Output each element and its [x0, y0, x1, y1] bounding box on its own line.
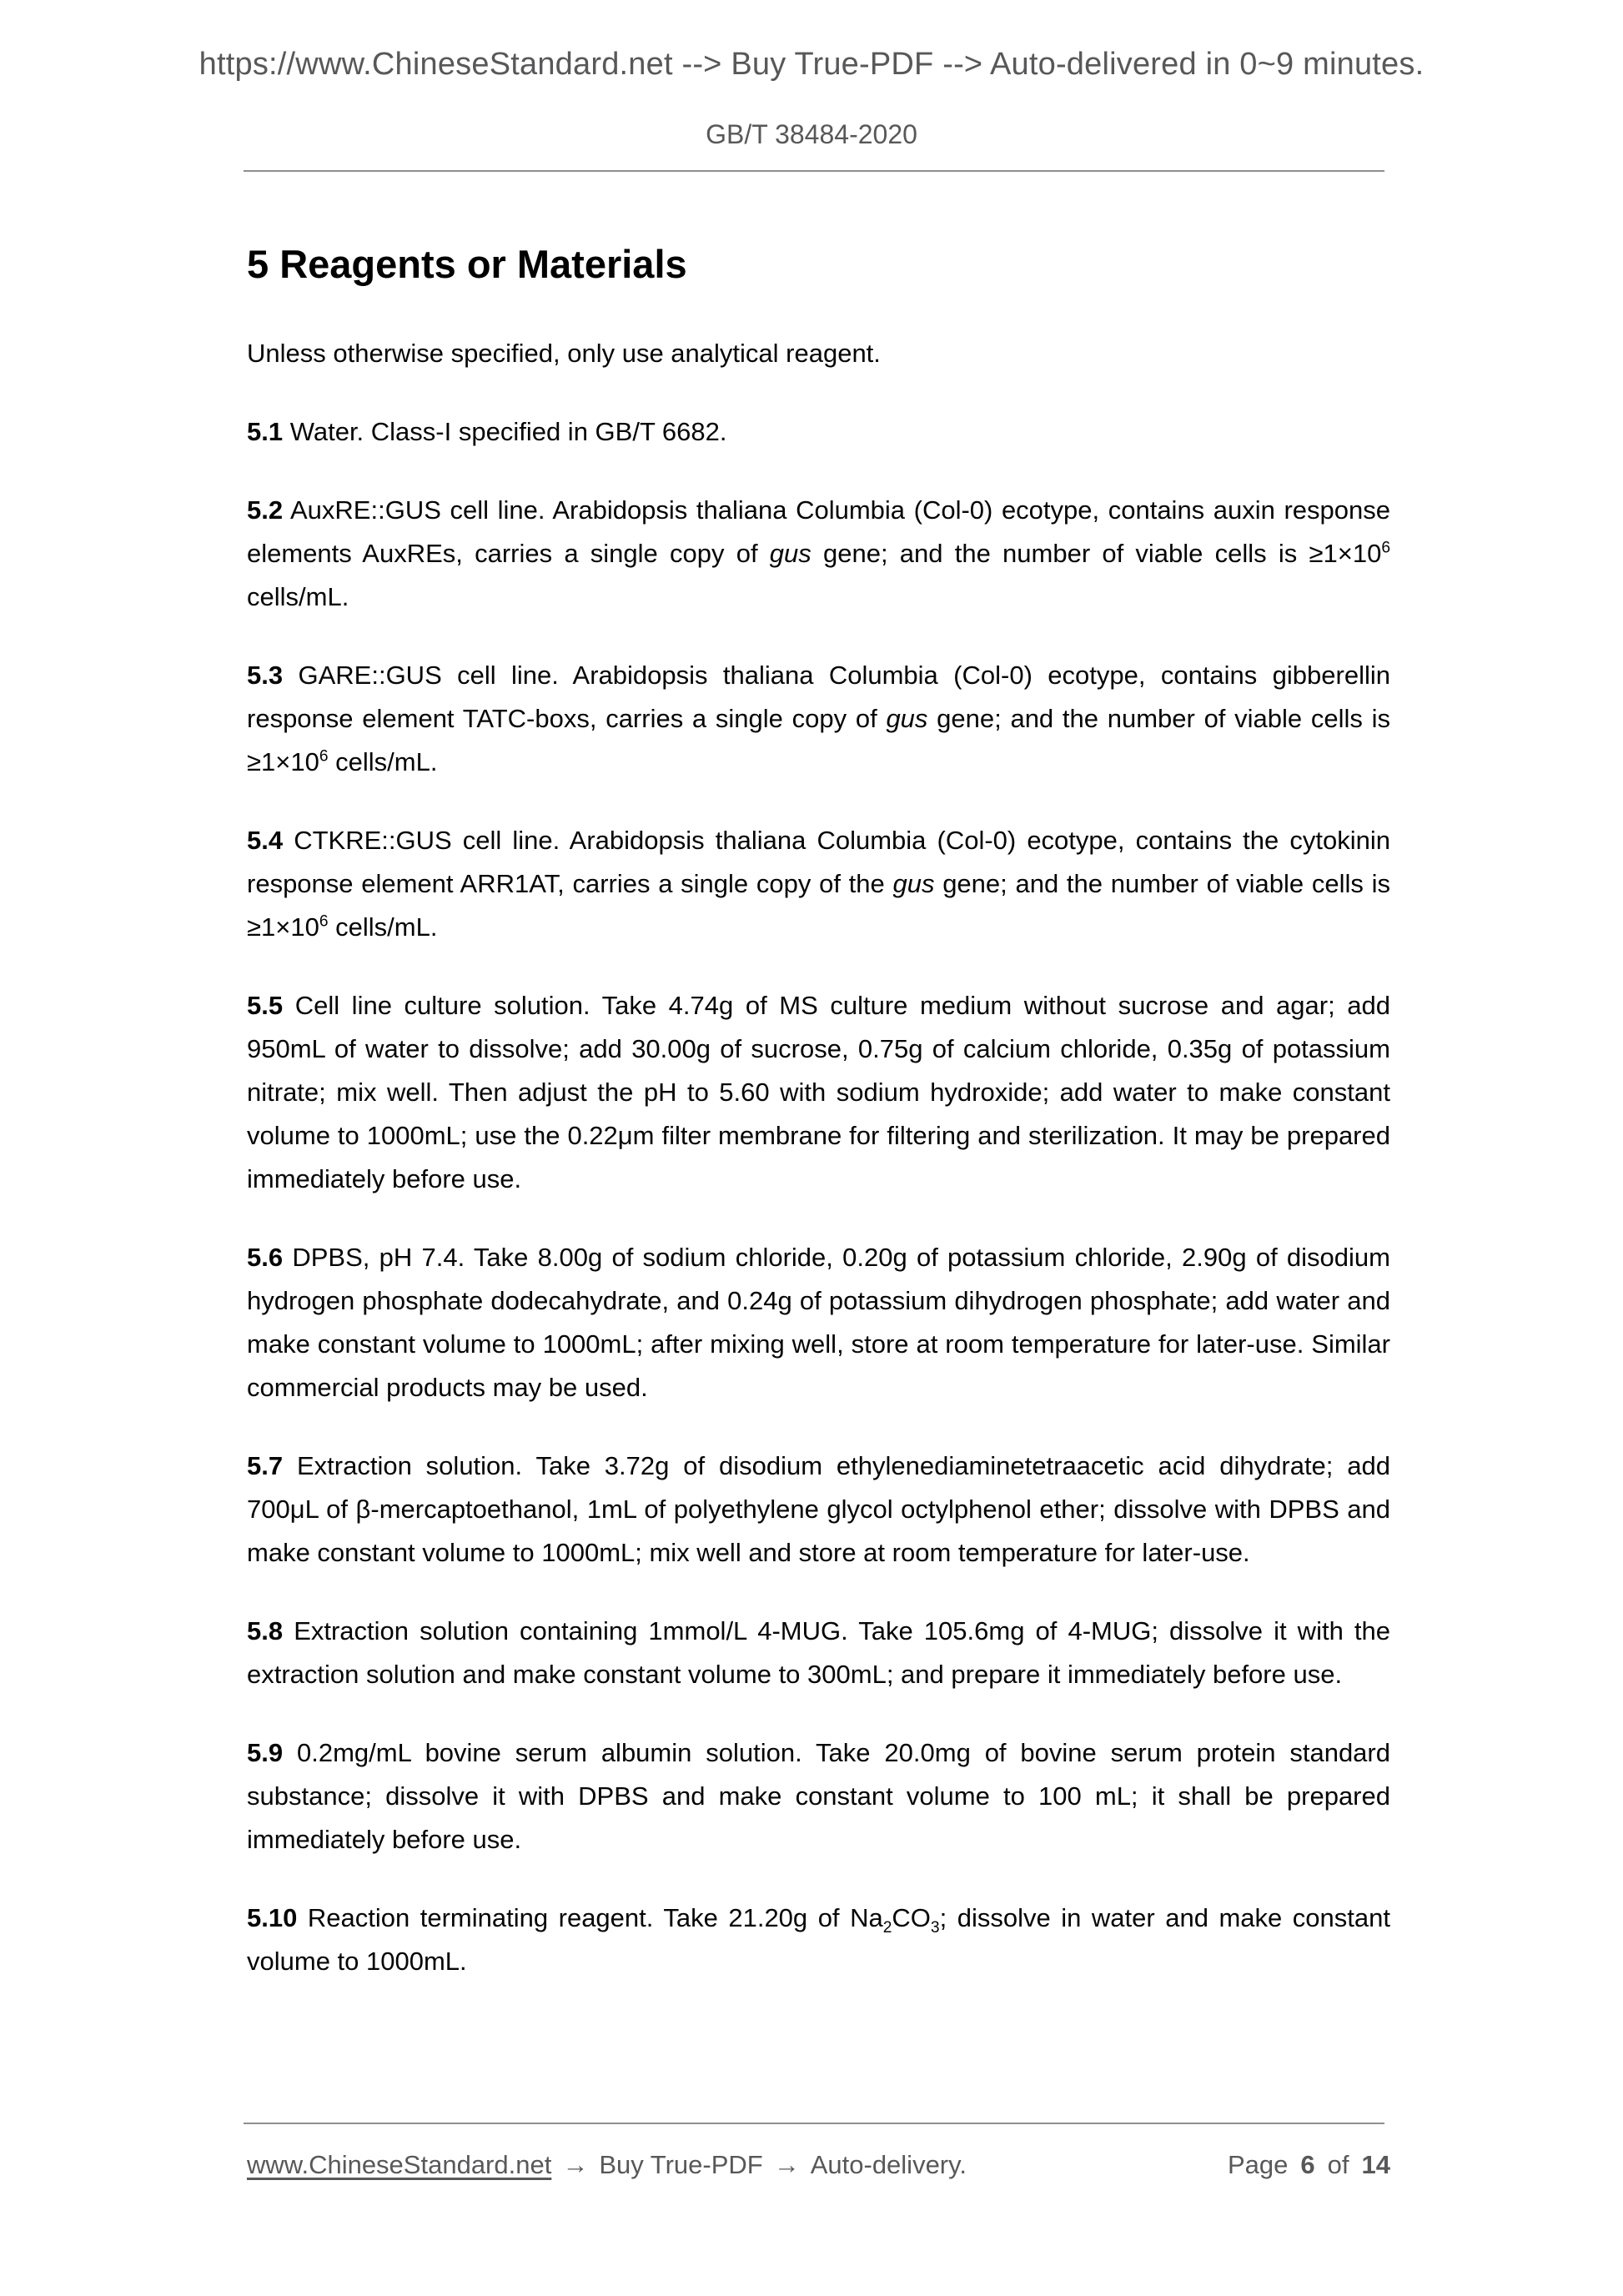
paragraph-intro: Unless otherwise specified, only use analytical reagent. [247, 339, 881, 368]
paragraphs [247, 332, 1390, 1983]
paragraph-5.3: 5.3 GARE::GUS cell line. Arabidopsis thaliana Columbia (Col-0) ecotype, contains gibberellin response element TATC-boxs, carries a single copy of gus gene; and the number of viable cells is $\ge 1\times 10^6$ cells/mL. [247, 661, 1391, 776]
paragraph-5.7: 5.7 Extraction solution. Take 3.72g of disodium ethylenediaminetetraacetic acid dihydrate; add 700μL of β-mercaptoethanol, 1mL of polyethylene glycol octylphenol ether; dissolve with DPBS and make constant volume to 1000mL; mix well and store at room temperature for later-use. [247, 1451, 1390, 1567]
clause-number: 5.10 [247, 1903, 298, 1932]
footer-rule [244, 2123, 1384, 2124]
clause-number: 5.3 [247, 661, 284, 690]
page-word: Page [1228, 2150, 1289, 2179]
paragraph-5.6: 5.6 DPBS, pH 7.4. Take 8.00g of sodium chloride, 0.20g of potassium chloride, 2.90g of disodium hydrogen phosphate dodecahydrate, and 0.24g of potassium dihydrogen phosphate; add water and make constant volume to 1000mL; after mixing well, store at room temperature for later-use. Similar commercial products may be used. [247, 1243, 1390, 1402]
of-word: of [1327, 2150, 1349, 2179]
footer-site-link[interactable]: www.ChineseStandard.net [247, 2150, 552, 2179]
clause-number: 5.6 [247, 1243, 284, 1272]
footer-arrow-icon: → [562, 2150, 589, 2179]
footer [247, 2150, 1390, 2180]
paragraph-5.4: 5.4 CTKRE::GUS cell line. Arabidopsis thaliana Columbia (Col-0) ecotype, contains the cytokinin response element ARR1AT, carries a single copy of the gus gene; and the number of viable cells is $\ge 1\times 10^6$ cells/mL. [247, 826, 1391, 942]
footer-arrow-icon: → [773, 2150, 800, 2179]
document-body [247, 240, 1390, 2018]
clause-number: 5.4 [247, 826, 284, 855]
footer-delivery-text: Auto-delivery. [810, 2150, 967, 2179]
clause-number: 5.8 [247, 1616, 284, 1645]
paragraph-5.8: 5.8 Extraction solution containing 1mmol/L 4-MUG. Take 105.6mg of 4-MUG; dissolve it with the extraction solution and make constant volume to 300mL; and prepare it immediately before use. [247, 1616, 1390, 1689]
page-total: 14 [1361, 2150, 1390, 2179]
paragraph-5.9: 5.9 0.2mg/mL bovine serum albumin solution. Take 20.0mg of bovine serum protein standard substance; dissolve it with DPBS and make constant volume to 100 mL; it shall be prepared immediately before use. [247, 1738, 1390, 1854]
paragraph-5.10: 5.10 Reaction terminating reagent. Take 21.20g of $Na_2CO_3$; dissolve in water and make constant volume to 1000mL. [247, 1903, 1390, 1976]
standard-number: GB/T 38484-2020 [706, 119, 917, 149]
clause-number: 5.5 [247, 991, 284, 1020]
section-title: 5 Reagents or Materials [247, 242, 687, 286]
paragraph-5.1: 5.1 Water. Class-I specified in GB/T 6682. [247, 417, 727, 446]
clause-number: 5.2 [247, 495, 284, 525]
clause-number: 5.1 [247, 417, 284, 446]
clause-number: 5.9 [247, 1738, 284, 1767]
footer-left [247, 2150, 967, 2180]
footer-buy-text: Buy True-PDF [599, 2150, 763, 2179]
page-number: 6 [1300, 2150, 1315, 2179]
paragraph-5.2: 5.2 AuxRE::GUS cell line. Arabidopsis thaliana Columbia (Col-0) ecotype, contains auxin response elements AuxREs, carries a single copy of gus gene; and the number of viable cells is $\ge 1\times 10^6$ cells/mL. [247, 495, 1391, 611]
paragraph-5.5: 5.5 Cell line culture solution. Take 4.74g of MS culture medium without sucrose and agar; add 950mL of water to dissolve; add 30.00g of sucrose, 0.75g of calcium chloride, 0.35g of potassium nitrate; mix well. Then adjust the pH to 5.60 with sodium hydroxide; add water to make constant volume to 1000mL; use the 0.22μm filter membrane for filtering and sterilization. It may be prepared immediately before use. [247, 991, 1390, 1193]
page-indicator [1228, 2150, 1390, 2180]
header-rule [244, 170, 1384, 172]
header-tagline: https://www.ChineseStandard.net --> Buy True-PDF --> Auto-delivered in 0~9 minutes. [198, 47, 1425, 82]
clause-number: 5.7 [247, 1451, 284, 1480]
